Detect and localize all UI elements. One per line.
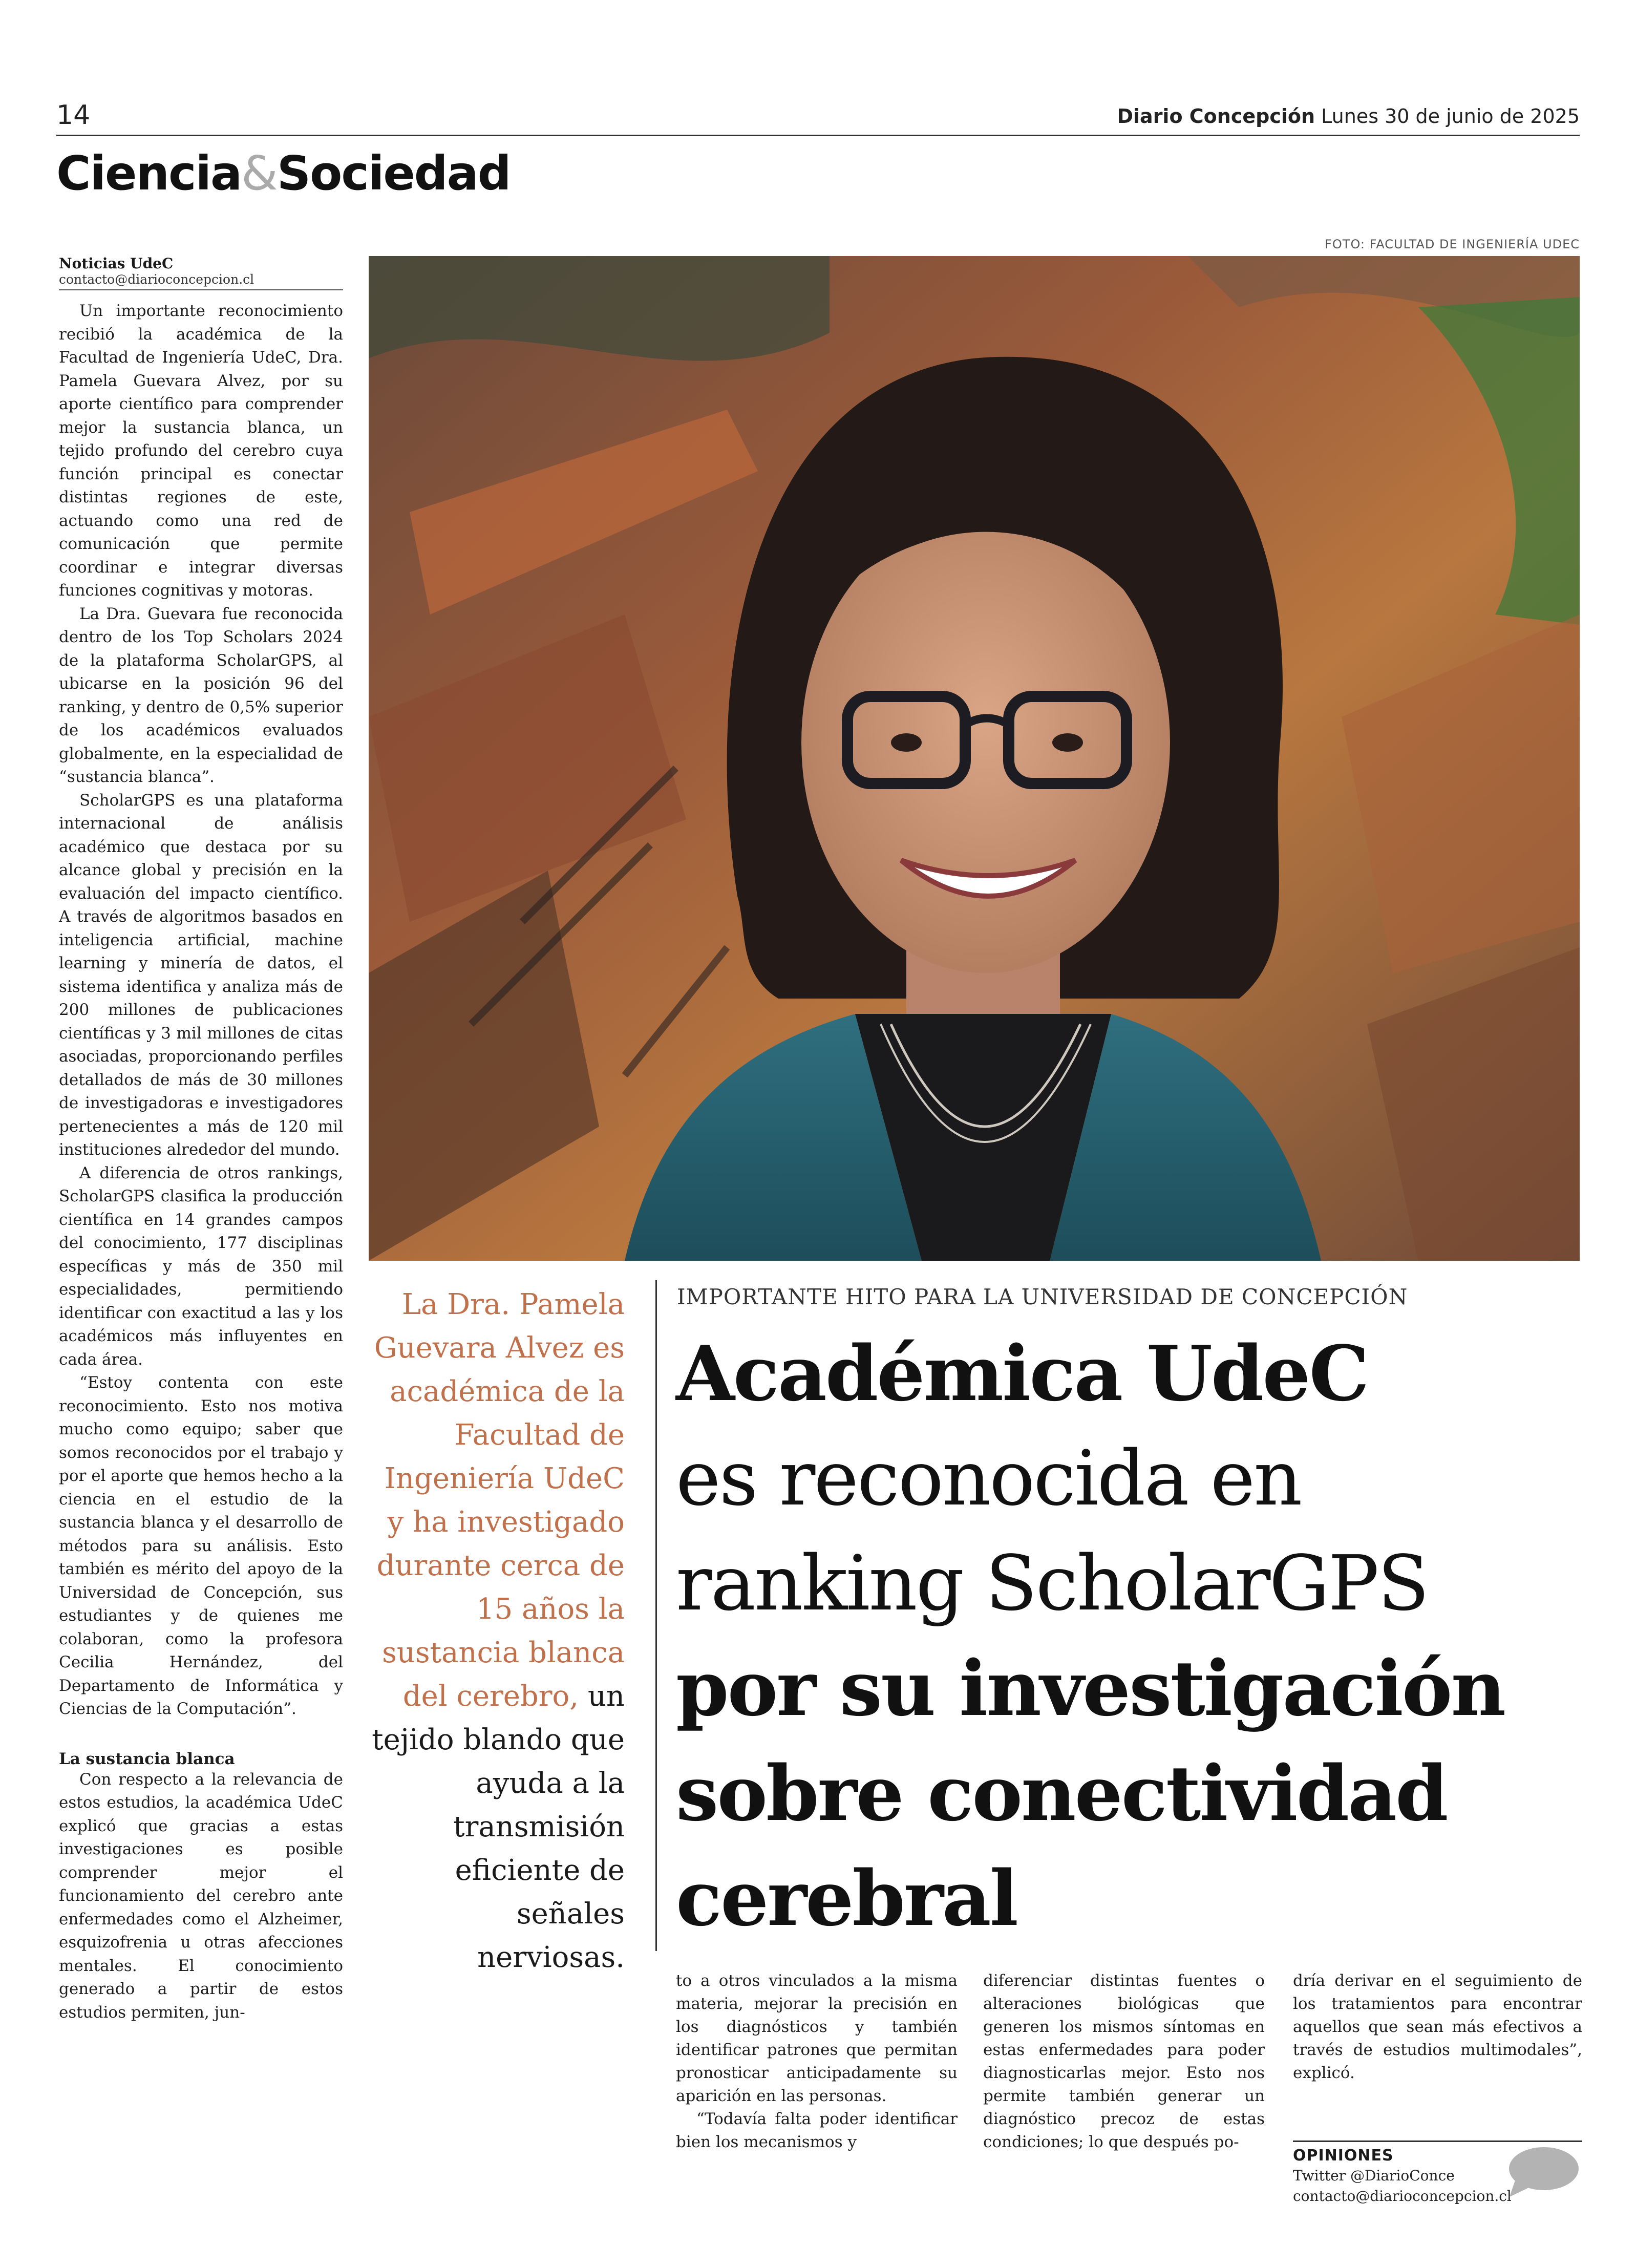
portrait-illustration <box>369 256 1580 1261</box>
portrait-photo <box>369 256 1580 1261</box>
opiniones-email: contacto@diarioconcepcion.cl <box>1293 2188 1512 2205</box>
column-divider <box>655 1280 657 1951</box>
section-title-amp: & <box>241 146 277 201</box>
pull-quote-highlight: La Dra. Pamela Guevara Alvez es académica de la Facultad de Ingeniería UdeC y ha investigado durante cerca de 15 años la sustancia blanca del cerebro, <box>374 1288 625 1713</box>
article-column-bottom-1 <box>676 1969 958 2154</box>
section-title <box>56 146 511 201</box>
headline-line-5: sobre conectividad <box>676 1749 1447 1838</box>
article-column-bottom-3 <box>1293 1969 1582 2085</box>
headline-line-3: ranking ScholarGPS <box>676 1539 1428 1627</box>
paragraph-6-continued: to a otros vinculados a la misma materia, mejorar la precisión en los diagnósticos y también identificar patrones que permitan pronosticar anticipadamente su aparición en las personas. <box>676 1972 958 2105</box>
masthead <box>1117 105 1580 128</box>
kicker: IMPORTANTE HITO PARA LA UNIVERSIDAD DE CONCEPCIÓN <box>677 1284 1408 1309</box>
paragraph-7-continued: diferenciar distintas fuentes o alteraciones biológicas que generen los mismos síntomas en estas enfermedades para poder diagnosticarlas mejor. Esto nos permite también generar un diagnóstico precoz de estas condiciones; lo que después po- <box>983 1972 1265 2151</box>
opiniones-rule <box>1293 2140 1582 2142</box>
byline-name: Noticias UdeC <box>59 255 174 272</box>
paragraph-7-end: dría derivar en el seguimiento de los tratamientos para encontrar aquellos que sean más efectivos a través de estudios multimodales”, explicó. <box>1293 1972 1582 2082</box>
paragraph-7: “Todavía falta poder identificar bien los mecanismos y <box>676 2110 958 2151</box>
pull-quote <box>369 1283 625 1979</box>
headline-line-2: es reconocida en <box>676 1434 1301 1522</box>
section-title-part1: Ciencia <box>56 146 242 201</box>
page-number: 14 <box>56 100 91 131</box>
issue-date: Lunes 30 de junio de 2025 <box>1321 105 1580 128</box>
paragraph-1: Un importante reconocimiento recibió la académica de la Facultad de Ingeniería UdeC, Dra. Pamela Guevara Alvez, por su aporte científico para comprender mejor la sustancia blanca, un tejido profundo del cerebro cuya función principal es conectar distintas regiones de este, actuando como una red de comunicación que permite coordinar e integrar diversas funciones cognitivas y motoras. <box>59 302 343 600</box>
paragraph-3: ScholarGPS es una plataforma internacional de análisis académico que destaca por su alcance global y precisión en la evaluación del impacto científico. A través de algoritmos basados en inteligencia artificial, machine learning y minería de datos, el sistema identifica y analiza más de 200 millones de publicaciones científicas y 3 mil millones de citas asociadas, proporcionando perfiles detallados de más de 30 millones de investigadoras e investigadores pertenecientes a más de 120 mil instituciones alrededor del mundo. <box>59 791 343 1159</box>
newspaper-name: Diario Concepción <box>1117 105 1315 128</box>
headline <box>676 1321 1587 1951</box>
section-title-part2: Sociedad <box>277 146 511 201</box>
opiniones-twitter: Twitter @DiarioConce <box>1293 2167 1455 2184</box>
byline-email: contacto@diarioconcepcion.cl <box>59 272 254 287</box>
headline-line-4: por su investigación <box>676 1644 1505 1733</box>
paragraph-4: A diferencia de otros rankings, ScholarGPS clasifica la producción científica en 14 grandes campos del conocimiento, 177 disciplinas específicas y más de 350 mil especialidades, permitiendo identificar con exactitud a las y los académicos más influyentes en cada área. <box>59 1163 343 1369</box>
paragraph-2: La Dra. Guevara fue reconocida dentro de los Top Scholars 2024 de la plataforma ScholarGPS, al ubicarse en la posición 96 del ranking, y dentro de 0,5% superior de los académicos evaluados globalmente, en la especialidad de “sustancia blanca”. <box>59 604 343 786</box>
headline-line-6: cerebral <box>676 1854 1017 1943</box>
paragraph-6: Con respecto a la relevancia de estos estudios, la académica UdeC explicó que gracias a estas investigaciones es posible comprender mejor el funcionamiento del cerebro ante enfermedades como el Alzheimer, esquizofrenia u otras afecciones mentales. El conocimiento generado a partir de estos estudios permiten, jun- <box>59 1770 343 2022</box>
byline-rule <box>59 289 343 290</box>
article-column-bottom-2 <box>983 1969 1265 2154</box>
pull-quote-rest: un tejido blando que ayuda a la transmisión eficiente de señales nerviosas. <box>372 1680 625 1974</box>
paragraph-5: “Estoy contenta con este reconocimiento. Esto nos motiva mucho como equipo; saber que somos reconocidos por el trabajo y por el aporte que hemos hecho a la ciencia en el estudio de la sustancia blanca y el desarrollo de métodos para su análisis. Esto también es mérito del apoyo de la Universidad de Concepción, sus estudiantes y de quienes me colaboran, como la profesora Cecilia Hernández, del Departamento de Informática y Ciencias de la Computación”. <box>59 1373 343 1718</box>
article-column-left <box>59 300 343 2024</box>
header-rule <box>56 135 1580 136</box>
opiniones-title: OPINIONES <box>1293 2147 1394 2165</box>
speech-bubble-icon <box>1505 2146 1580 2201</box>
photo-credit: FOTO: FACULTAD DE INGENIERÍA UDEC <box>1325 237 1580 251</box>
byline <box>59 255 343 287</box>
headline-line-1: Académica UdeC <box>676 1329 1368 1418</box>
subheading: La sustancia blanca <box>59 1749 235 1768</box>
